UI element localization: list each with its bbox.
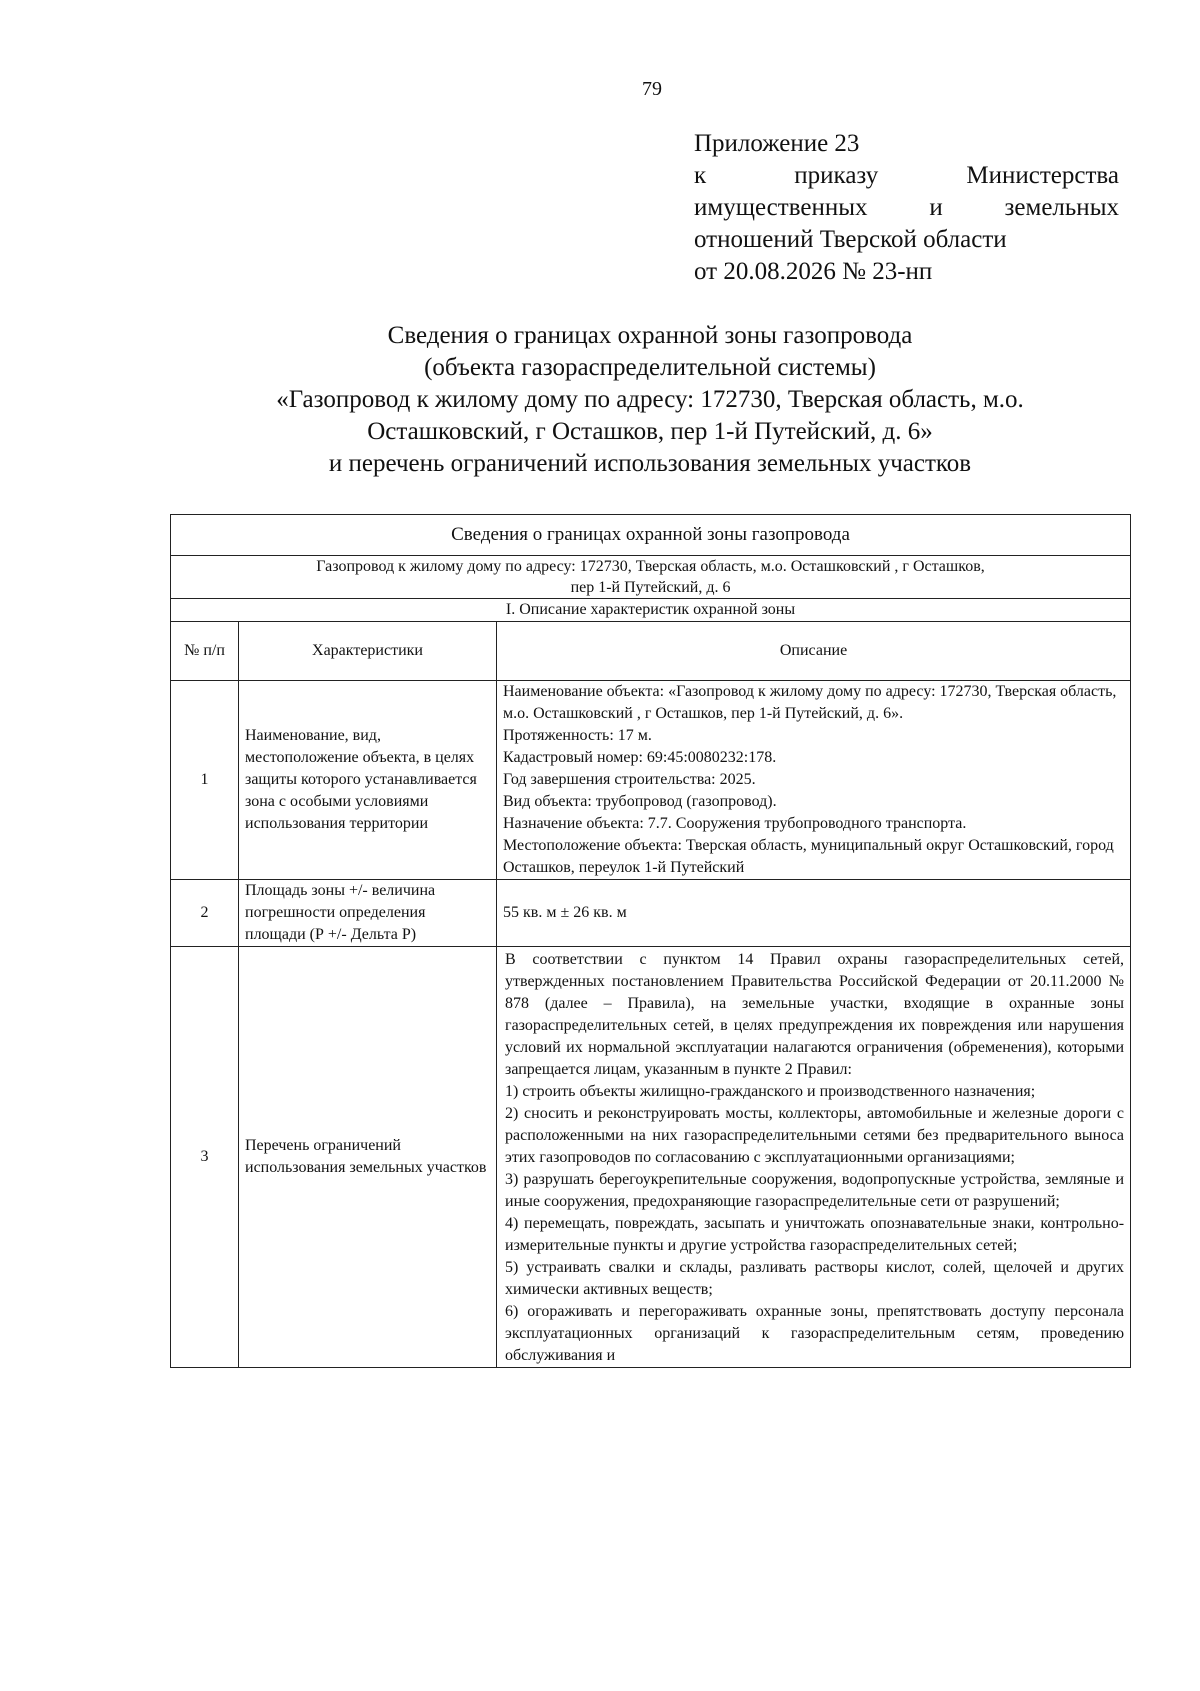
object-line-1: Газопровод к жилому дому по адресу: 172730, Тверская область, м.о. Осташковский , г Осташков,	[316, 558, 985, 575]
column-header-num: № п/п	[171, 622, 239, 681]
appendix-word: и	[929, 194, 943, 221]
column-header-description: Описание	[497, 622, 1131, 681]
appendix-word: к	[694, 162, 707, 189]
appendix-word: имущественных	[694, 194, 868, 221]
description-line: Протяженность: 17 м.	[503, 727, 652, 744]
row-description: 55 кв. м ± 26 кв. м	[497, 880, 1131, 947]
appendix-block	[694, 128, 1119, 288]
description-paragraph: 2) сносить и реконструировать мосты, коллекторы, автомобильные и железные дороги с расположенными на них газораспределительными сетями без предварительного выноса этих газопроводов по согласованию с эксплуатационными организациями;	[505, 1105, 1125, 1166]
table-header-row	[171, 622, 1131, 681]
zone-info-table	[170, 514, 1131, 1368]
appendix-line-4: отношений Тверской области	[694, 226, 1007, 253]
page-number: 79	[642, 78, 662, 100]
table-row	[171, 880, 1131, 947]
description-paragraph: 6) огораживать и перегораживать охранные зоны, препятствовать доступу персонала эксплуатационных организаций к газораспределительным сетям, проведению обслуживания и	[505, 1303, 1125, 1364]
appendix-line-5: от 20.08.2026 № 23-нп	[694, 258, 933, 285]
description-paragraph: 1) строить объекты жилищно-гражданского и производственного назначения;	[505, 1083, 1036, 1100]
row-description	[497, 681, 1131, 880]
table-row	[171, 947, 1131, 1368]
description-line: Наименование объекта: «Газопровод к жилому дому по адресу: 172730, Тверская область, м.о. Осташковский , г Осташков, пер 1-й Путейский, д. 6».	[503, 683, 1117, 722]
row-number: 1	[171, 681, 239, 880]
table-object-row	[171, 556, 1131, 599]
table-row	[171, 681, 1131, 880]
description-line: Год завершения строительства: 2025.	[503, 771, 756, 788]
title-line-1: Сведения о границах охранной зоны газопровода	[387, 322, 913, 349]
title-line-5: и перечень ограничений использования земельных участков	[328, 450, 972, 477]
column-header-characteristics: Характеристики	[239, 622, 497, 681]
appendix-line-2	[694, 160, 1119, 192]
row-characteristic: Перечень ограничений использования земельных участков	[239, 947, 497, 1368]
appendix-line-3	[694, 192, 1119, 224]
title-line-2: (объекта газораспределительной системы)	[424, 354, 876, 381]
description-paragraph: 5) устраивать свалки и склады, разливать растворы кислот, солей, щелочей и других химически активных веществ;	[505, 1259, 1125, 1298]
row-characteristic: Площадь зоны +/- величина погрешности определения площади (Р +/- Дельта Р)	[239, 880, 497, 947]
description-line: Вид объекта: трубопровод (газопровод).	[503, 793, 777, 810]
appendix-title: Приложение 23	[694, 130, 860, 157]
document-title	[160, 320, 1140, 480]
description-line: Назначение объекта: 7.7. Сооружения трубопроводного транспорта.	[503, 815, 967, 832]
row-number: 3	[171, 947, 239, 1368]
appendix-word: Министерства	[966, 162, 1119, 189]
table-object-name	[171, 556, 1131, 599]
table-section-row	[171, 599, 1131, 622]
table-section-title: I. Описание характеристик охранной зоны	[171, 599, 1131, 622]
title-line-3: «Газопровод к жилому дому по адресу: 172730, Тверская область, м.о.	[276, 386, 1024, 413]
appendix-word: земельных	[1004, 194, 1119, 221]
description-line: Местоположение объекта: Тверская область, муниципальный округ Осташковский, город Осташков, переулок 1-й Путейский	[503, 837, 1114, 876]
appendix-word: приказу	[794, 162, 879, 189]
row-number: 2	[171, 880, 239, 947]
table-heading: Сведения о границах охранной зоны газопровода	[171, 515, 1131, 556]
title-line-4: Осташковский, г Осташков, пер 1-й Путейский, д. 6»	[367, 418, 933, 445]
object-line-2: пер 1-й Путейский, д. 6	[570, 579, 731, 596]
description-paragraph: 3) разрушать берегоукрепительные сооружения, водопропускные устройства, земляные и иные сооружения, предохраняющие газораспределительные сети от разрушений;	[505, 1171, 1125, 1210]
description-paragraph: 4) перемещать, повреждать, засыпать и уничтожать опознавательные знаки, контрольно-измерительные пункты и другие устройства газораспределительных сетей;	[505, 1215, 1125, 1254]
row-description	[497, 947, 1131, 1368]
description-paragraph: В соответствии с пунктом 14 Правил охраны газораспределительных сетей, утвержденных постановлением Правительства Российской Федерации от 20.11.2000 № 878 (далее – Правила), на земельные участки, входящие в охранные зоны газораспределительных сетей, в целях предупреждения их повреждения или нарушения условий их нормальной эксплуатации налагаются ограничения (обременения), которыми запрещается лицам, указанным в пункте 2 Правил:	[505, 951, 1125, 1078]
row-characteristic: Наименование, вид, местоположение объекта, в целях защиты которого устанавливается зона с особыми условиями использования территории	[239, 681, 497, 880]
description-line: Кадастровый номер: 69:45:0080232:178.	[503, 749, 777, 766]
table-heading-row	[171, 515, 1131, 556]
